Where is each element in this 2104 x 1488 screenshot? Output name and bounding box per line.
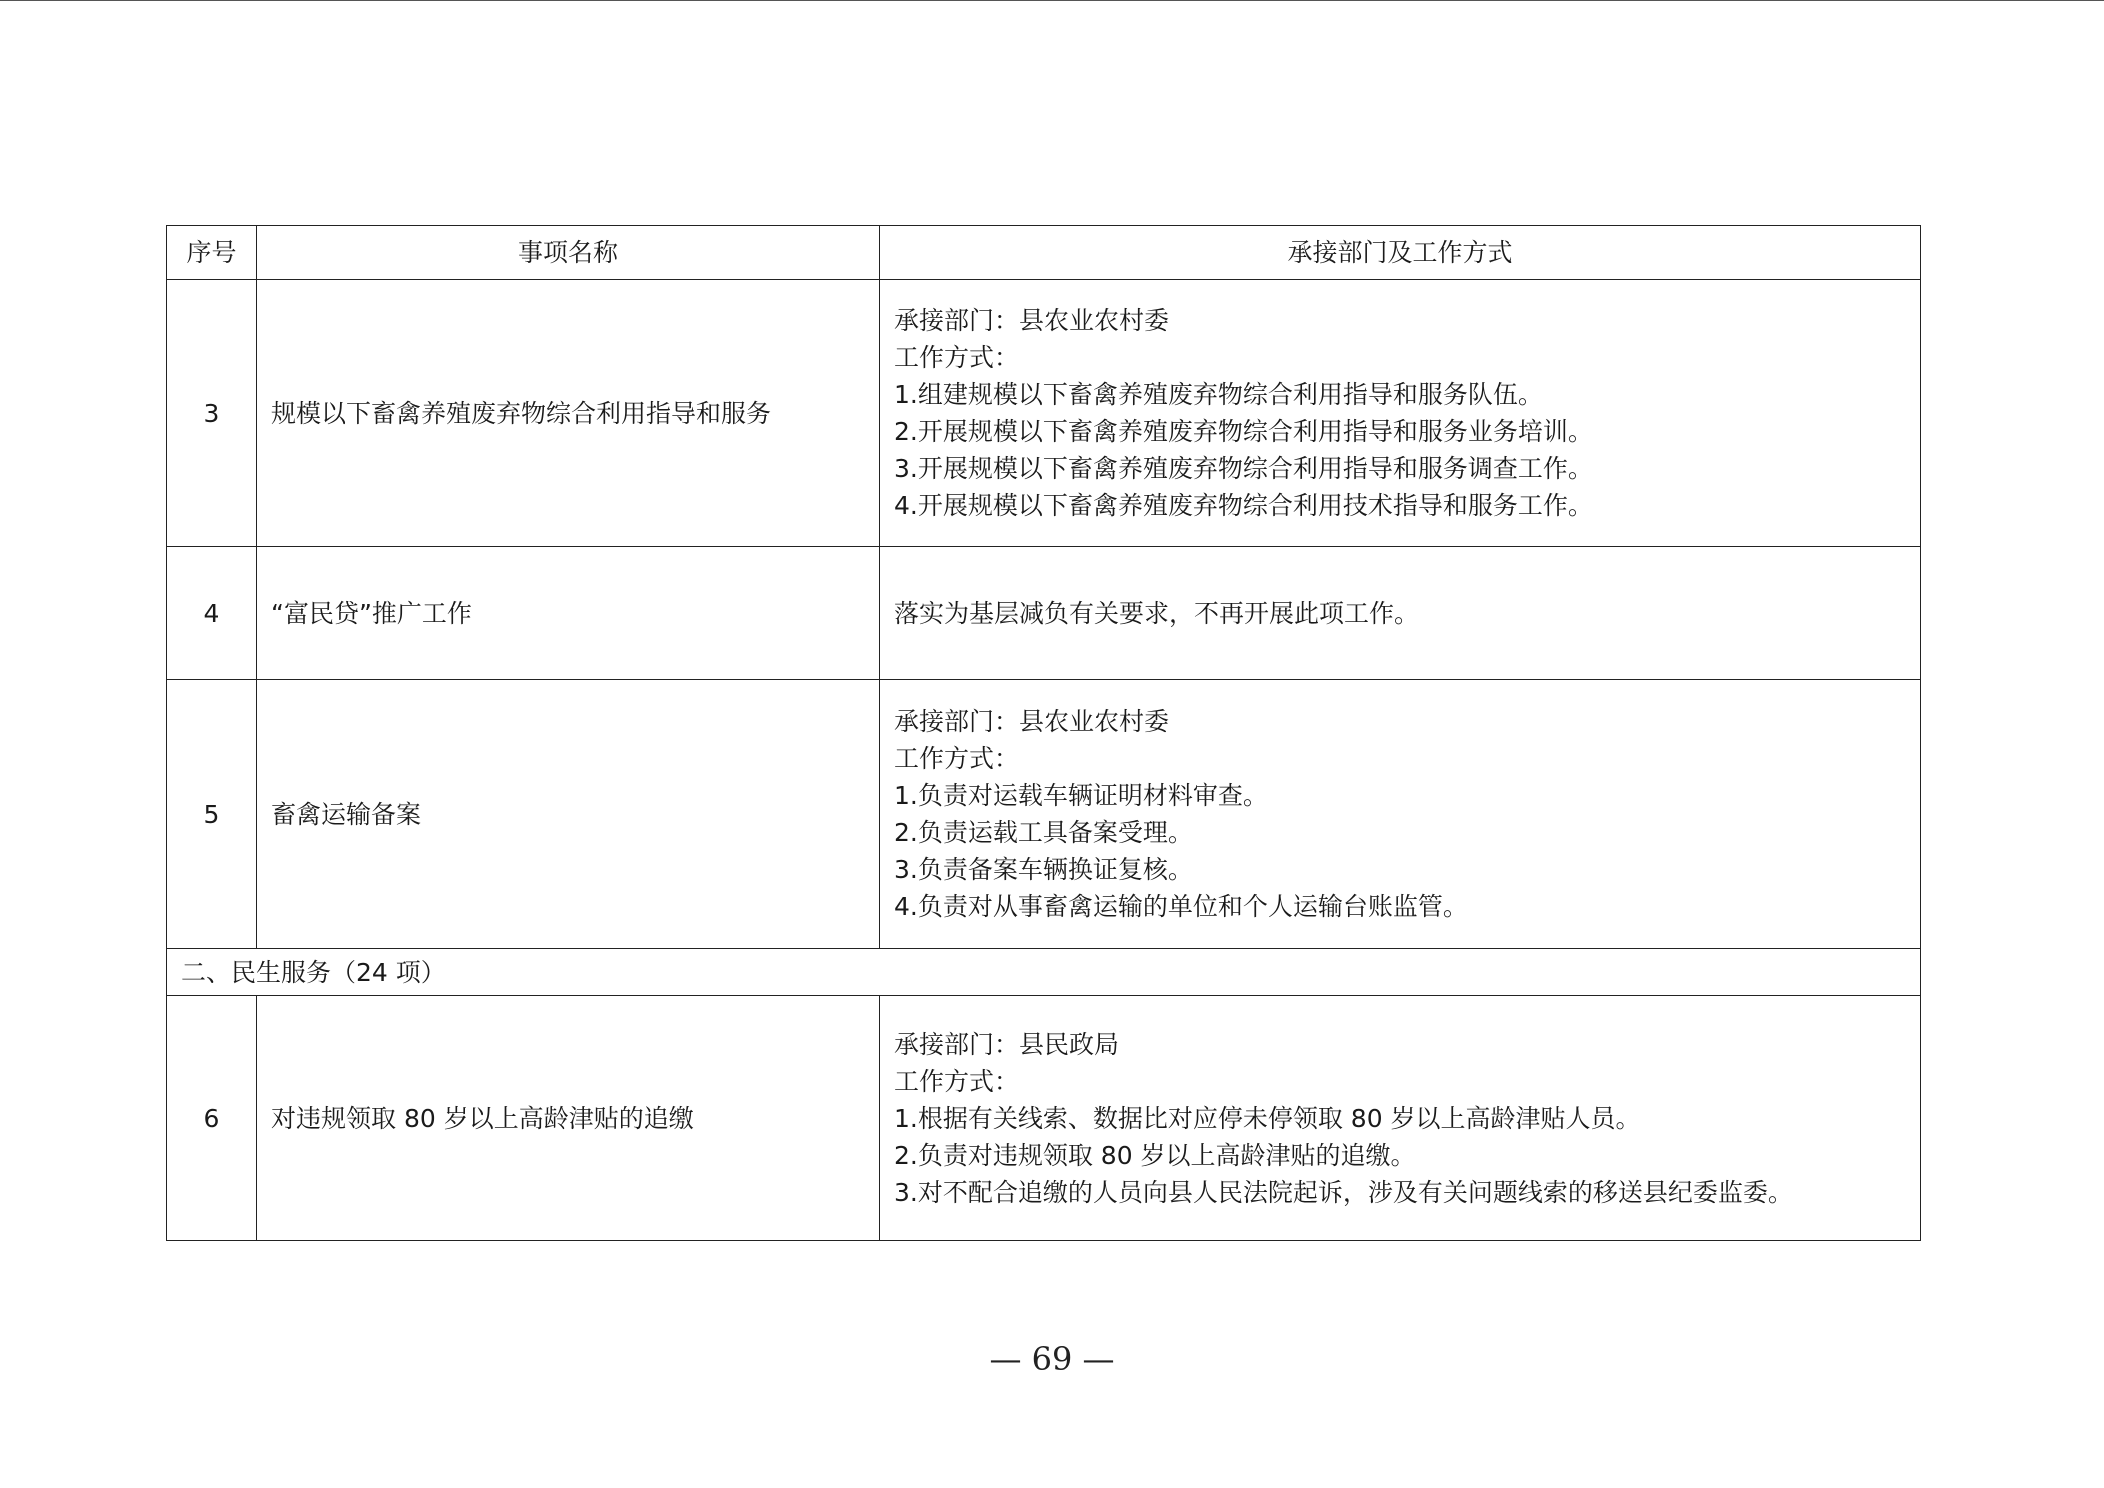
detail-line: 承接部门：县民政局 — [894, 1029, 1120, 1059]
header-row — [167, 226, 1921, 280]
item-name: 规模以下畜禽养殖废弃物综合利用指导和服务 — [257, 280, 880, 547]
detail-line: 承接部门：县农业农村委 — [894, 306, 1170, 335]
item-name: 对违规领取 80 岁以上高龄津贴的追缴 — [257, 996, 880, 1241]
detail-line: 4.负责对从事畜禽运输的单位和个人运输台账监管。 — [894, 892, 1468, 921]
detail-line: 工作方式： — [894, 744, 1020, 773]
row-number: 5 — [167, 680, 257, 949]
detail-line: 2.开展规模以下畜禽养殖废弃物综合利用指导和服务业务培训。 — [894, 417, 1593, 446]
detail-line: 2.负责运载工具备案受理。 — [894, 818, 1193, 847]
header-detail: 承接部门及工作方式 — [880, 226, 1921, 280]
section-row — [167, 949, 1921, 996]
detail-line: 3.对不配合追缴的人员向县人民法院起诉，涉及有关问题线索的移送县纪委监委。 — [894, 1177, 1793, 1207]
row-number: 6 — [167, 996, 257, 1241]
table-row — [167, 547, 1921, 680]
detail-line: 1.组建规模以下畜禽养殖废弃物综合利用指导和服务队伍。 — [894, 380, 1543, 409]
row-number: 3 — [167, 280, 257, 547]
detail-line: 3.开展规模以下畜禽养殖废弃物综合利用指导和服务调查工作。 — [894, 454, 1593, 483]
header-name: 事项名称 — [257, 226, 880, 280]
page-number: — 69 — — [989, 1340, 1115, 1378]
table-row — [167, 996, 1921, 1241]
item-name: “富民贷”推广工作 — [257, 547, 880, 680]
detail-line: 工作方式： — [894, 343, 1020, 372]
detail-line: 2.负责对违规领取 80 岁以上高龄津贴的追缴。 — [894, 1140, 1416, 1170]
detail-line: 3.负责备案车辆换证复核。 — [894, 855, 1193, 884]
item-detail — [880, 996, 1921, 1241]
detail-line: 落实为基层减负有关要求，不再开展此项工作。 — [894, 598, 1420, 628]
header-num: 序号 — [167, 226, 257, 280]
table-row — [167, 680, 1921, 949]
detail-line: 1.根据有关线索、数据比对应停未停领取 80 岁以上高龄津贴人员。 — [894, 1103, 1641, 1133]
row-number: 4 — [167, 547, 257, 680]
detail-line: 工作方式： — [894, 1066, 1020, 1096]
section-heading: 二、民生服务（24 项） — [167, 949, 1921, 996]
top-rule — [0, 0, 2104, 1]
item-name: 畜禽运输备案 — [257, 680, 880, 949]
item-detail — [880, 680, 1921, 949]
detail-line: 4.开展规模以下畜禽养殖废弃物综合利用技术指导和服务工作。 — [894, 491, 1593, 520]
detail-line: 承接部门：县农业农村委 — [894, 707, 1170, 736]
detail-line: 1.负责对运载车辆证明材料审查。 — [894, 781, 1268, 810]
item-detail — [880, 280, 1921, 547]
item-detail — [880, 547, 1921, 680]
table-row — [167, 280, 1921, 547]
items-table — [166, 225, 1921, 1241]
